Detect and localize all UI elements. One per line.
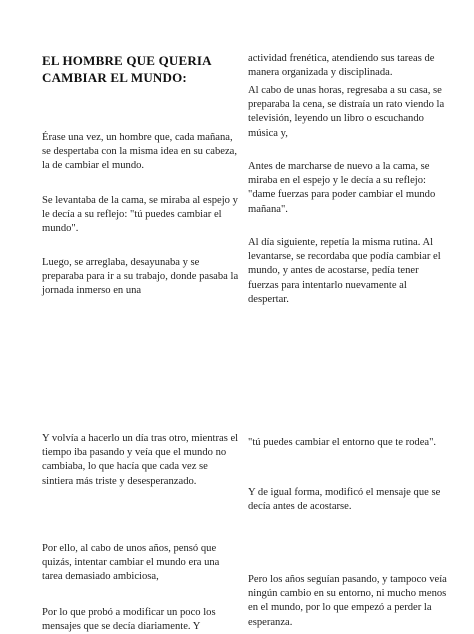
paragraph-left-4: Y volvía a hacerlo un día tras otro, mientras el tiempo iba pasando y veía que el mundo no cambiaba, lo que hacía que cada vez se sintiera más triste y desesperanzado. [42,433,239,487]
paragraph-left-2: Se levantaba de la cama, se miraba al espejo y le decía a su reflejo: "tú puedes cambiar el mundo". [42,195,238,235]
paragraph-left-6: Por lo que probó a modificar un poco los mensajes que se decía diariamente. Y [42,607,216,633]
document-title: EL HOMBRE QUE QUERIA CAMBIAR EL MUNDO: [42,53,212,85]
paragraph-right-5: "tú puedes cambiar el entorno que te rodea". [248,437,437,448]
paragraph-right-1: actividad frenética, atendiendo sus tareas de manera organizada y disciplinada. [248,53,435,79]
paragraph-right-2: Al cabo de unas horas, regresaba a su casa, se preparaba la cena, se distraía un rato viendo la televisión, leyendo un libro o escuchando música y, [248,85,445,139]
paragraph-left-5: Por ello, al cabo de unos años, pensó que quizás, intentar cambiar el mundo era una tarea demasiado ambiciosa, [42,543,220,583]
paragraph-right-4: Al día siguiente, repetía la misma rutina. Al levantarse, se recordaba que podía cambiar el mundo, y antes de acostarse, pedía tener fuerzas para intentarlo nuevamente al despertar. [248,237,441,305]
paragraph-left-3: Luego, se arreglaba, desayunaba y se preparaba para ir a su trabajo, donde pasaba la jornada inmerso en una [42,257,239,297]
paragraph-right-7: Pero los años seguían pasando, y tampoco veía ningún cambio en su entorno, ni mucho menos en el mundo, por lo que empezó a perder la esperanza. [248,574,447,628]
paragraph-right-3: Antes de marcharse de nuevo a la cama, se miraba en el espejo y le decía a su reflejo: "dame fuerzas para poder cambiar el mundo mañana". [248,161,436,215]
paragraph-right-6: Y de igual forma, modificó el mensaje que se decía antes de acostarse. [248,487,441,513]
paragraph-left-1: Érase una vez, un hombre que, cada mañana, se despertaba con la misma idea en su cabeza, la de cambiar el mundo. [42,132,238,172]
